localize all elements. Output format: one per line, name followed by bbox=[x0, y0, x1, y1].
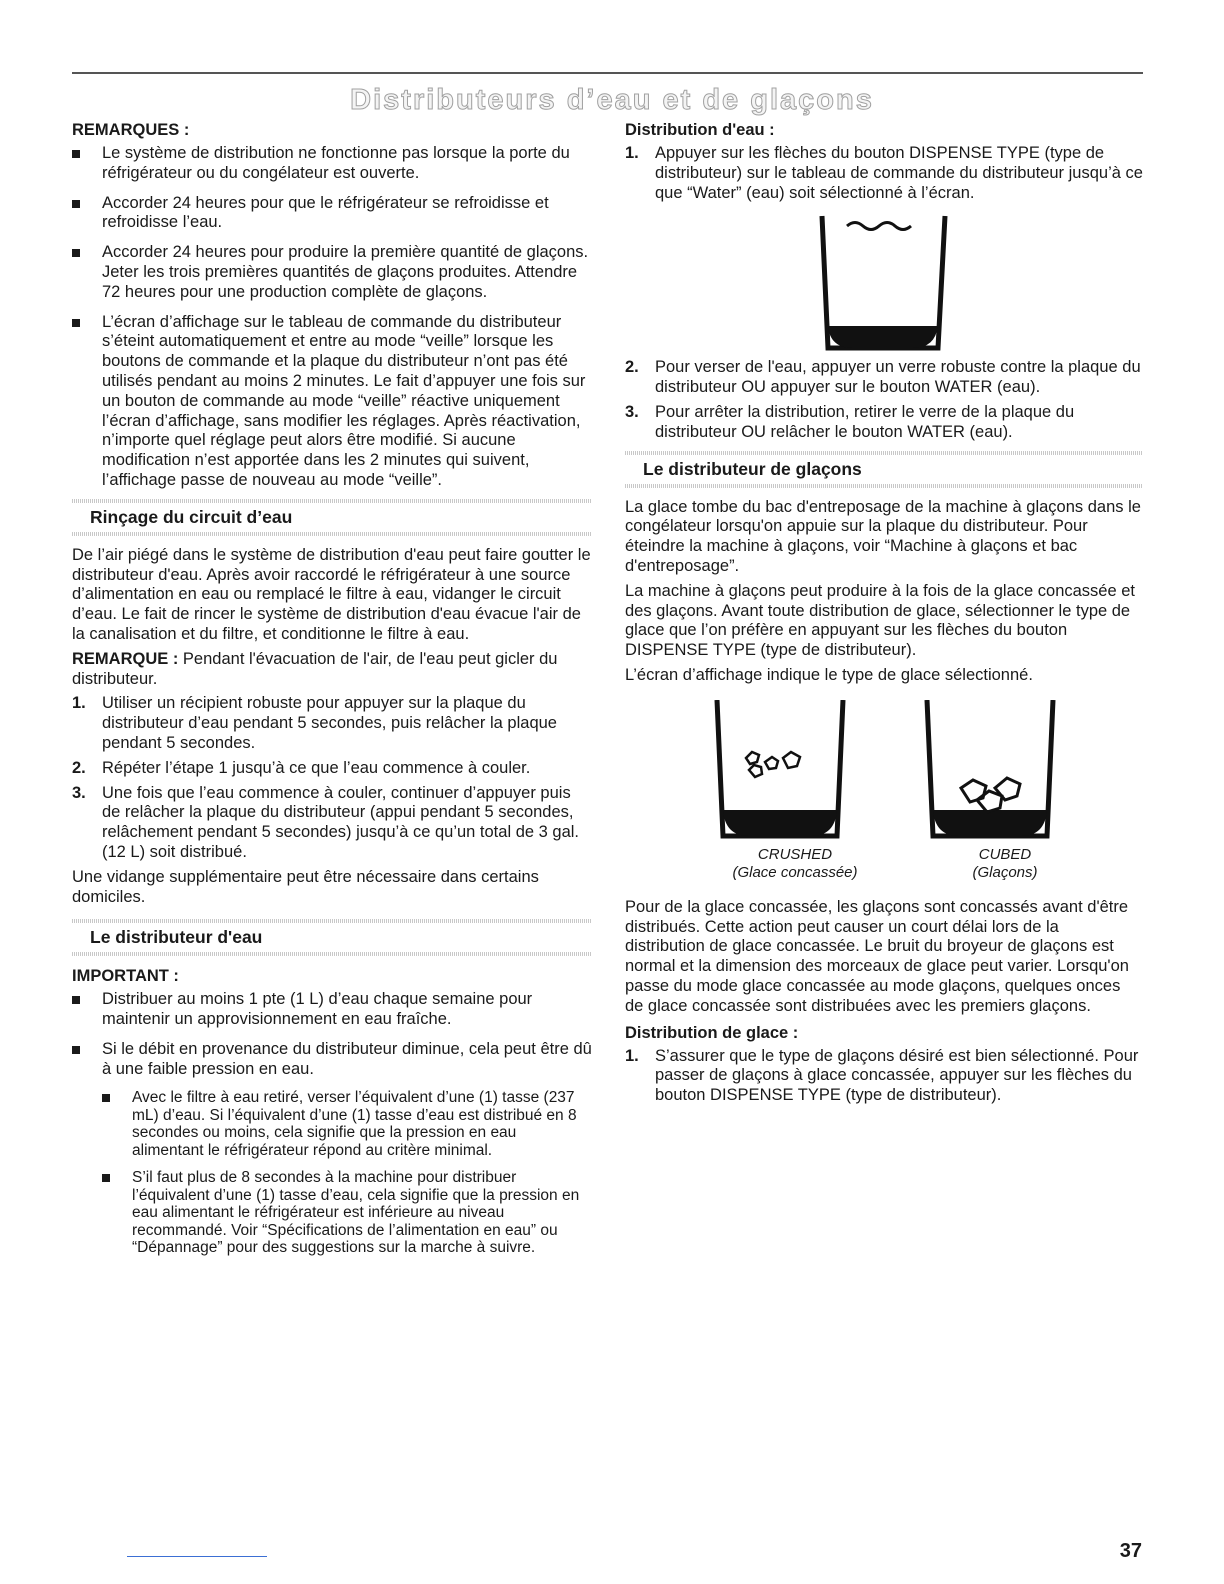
page-title: Distributeurs d’eau et de glaçons bbox=[350, 84, 874, 116]
rincage-outro: Une vidange supplémentaire peut être nécessaire dans certains domiciles. bbox=[72, 867, 539, 906]
caption-title: CUBED bbox=[978, 845, 1032, 863]
step-text: Répéter l’étape 1 jusqu’à ce que l’eau commence à couler. bbox=[102, 758, 531, 777]
figure-captions bbox=[675, 846, 1095, 882]
step-text: Appuyer sur les flèches du bouton DISPENSE TYPE (type de distributeur) sur le tableau de commande du distributeur jusqu’à ce que “Water” (eau) soit sélectionné à l’écran. bbox=[655, 144, 1143, 202]
distribution-glace-steps bbox=[625, 1047, 1143, 1106]
list-item: Avec le filtre à eau retiré, verser l’équivalent d’une (1) tasse (237 mL) d’eau. Si l’équivalent d’une (1) tasse d’eau est distribué en 8 secondes ou moins, cela signifie que la pression en eau alimentant le réfrigérateur répond au critère minimal. bbox=[102, 1089, 592, 1159]
section-heading-distributeur-eau: Le distributeur d'eau bbox=[72, 919, 592, 956]
right-column bbox=[625, 120, 1143, 1111]
note-label: REMARQUE : bbox=[72, 649, 179, 668]
caption-subtitle: (Glace concassée) bbox=[732, 863, 858, 881]
step-text: Une fois que l’eau commence à couler, continuer d’appuyer puis de relâcher la plaque du distributeur (appui pendant 5 secondes, relâchement pendant 5 secondes) jusqu’à ce qu’un total de 3 gal. (12 L) soit distribué. bbox=[102, 783, 579, 861]
caption-cubed bbox=[972, 846, 1037, 882]
section-heading-rincage: Rinçage du circuit d’eau bbox=[72, 499, 592, 536]
important-label: IMPORTANT : bbox=[72, 967, 179, 986]
list-item: L’écran d’affichage sur le tableau de commande du distributeur s’éteint automatiquement et entre au mode “veille” lorsque les boutons de commande et la plaque du distributeur n’ont pas été utilisés pendant au moins 2 minutes. Le fait d’appuyer une fois sur un bouton de commande au mode “veille” réactive uniquement l’écran d’affichage, sans modifier les réglages. Après réactivation, n’importe quel réglage peut alors être modifié. Si aucune modification n’est apportée dans les 2 minutes qui suivent, l’affichage passe de nouveau au mode “veille”. bbox=[72, 313, 592, 491]
distribution-eau-steps-a bbox=[625, 144, 1143, 203]
step-number: 1. bbox=[625, 144, 639, 162]
important-list bbox=[72, 990, 592, 1079]
step-number: 1. bbox=[625, 1046, 639, 1065]
note-text: Pendant l'évacuation de l'air, de l'eau peut gicler du distributeur. bbox=[72, 649, 558, 688]
glacons-paragraph: L’écran d’affichage indique le type de glace sélectionné. bbox=[625, 665, 1033, 684]
glacons-paragraph: La machine à glaçons peut produire à la fois de la glace concassée et des glaçons. Avant toute distribution de glace, sélectionner le type de glace que l’on préfère en appuyant sur les flèches du bouton DISPENSE TYPE (type de distributeur). bbox=[625, 581, 1135, 660]
cubed-ice-glass-icon bbox=[927, 700, 1053, 836]
rincage-steps bbox=[72, 694, 592, 862]
top-rule bbox=[72, 72, 1143, 74]
caption-crushed bbox=[732, 846, 857, 882]
step-number: 3. bbox=[72, 783, 86, 802]
water-glass-icon bbox=[822, 216, 945, 348]
caption-title: CRUSHED bbox=[757, 845, 833, 863]
water-glass-figure bbox=[625, 208, 1143, 358]
page-number: 37 bbox=[1119, 1540, 1142, 1562]
list-item: Le système de distribution ne fonctionne pas lorsque la porte du réfrigérateur ou du congélateur est ouverte. bbox=[72, 144, 592, 184]
step-number: 2. bbox=[72, 758, 86, 777]
step-text: Pour arrêter la distribution, retirer le verre de la plaque du distributeur OU relâcher le bouton WATER (eau). bbox=[655, 402, 1075, 441]
distribution-glace-label: Distribution de glace : bbox=[625, 1023, 799, 1042]
distribution-eau-steps-b bbox=[625, 358, 1143, 442]
step-item bbox=[72, 694, 592, 753]
list-item: Si le débit en provenance du distributeur diminue, cela peut être dû à une faible pression en eau. bbox=[72, 1040, 592, 1080]
step-number: 2. bbox=[625, 358, 639, 377]
step-item bbox=[625, 403, 1143, 443]
list-item: S’il faut plus de 8 secondes à la machine pour distribuer l’équivalent d’une (1) tasse d’eau, cela signifie que la pression en eau alimentant le réfrigérateur est inférieure au niveau recommandé. Voir “Spécifications de l’alimentation en eau” ou “Dépannage” pour des suggestions sur la marche à suivre. bbox=[102, 1169, 592, 1257]
step-item bbox=[72, 759, 592, 779]
caption-subtitle: (Glaçons) bbox=[972, 863, 1038, 881]
rincage-note bbox=[72, 650, 592, 690]
step-text: Pour verser de l'eau, appuyer un verre robuste contre la plaque du distributeur OU appuyer sur le bouton WATER (eau). bbox=[655, 358, 1141, 397]
pressure-sublist bbox=[72, 1089, 592, 1257]
list-item: Distribuer au moins 1 pte (1 L) d’eau chaque semaine pour maintenir un approvisionnement en eau fraîche. bbox=[72, 990, 592, 1030]
step-item bbox=[625, 1047, 1143, 1106]
step-item bbox=[625, 144, 1143, 203]
footer-line bbox=[127, 1556, 267, 1557]
step-number: 1. bbox=[72, 694, 86, 713]
ice-glasses-figure bbox=[625, 700, 1143, 848]
list-item: Accorder 24 heures pour produire la première quantité de glaçons. Jeter les trois premières quantités de glaçons produites. Attendre 72 heures pour une production complète de glaçons. bbox=[72, 243, 592, 302]
rincage-intro: De l’air piégé dans le système de distribution d'eau peut faire goutter le distributeur d'eau. Après avoir raccordé le réfrigérateur à une source d’alimentation en eau ou remplacé le filtre à eau, vidanger le circuit d’eau. Le fait de rincer le système de distribution d'eau évacue l'air de la canalisation et du filtre, et conditionne le filtre à eau. bbox=[72, 545, 591, 643]
distribution-eau-label: Distribution d'eau : bbox=[625, 121, 775, 139]
glacons-paragraph: La glace tombe du bac d'entreposage de la machine à glaçons dans le congélateur lorsqu'on appuie sur la plaque du distributeur. Pour éteindre la machine à glaçons, voir “Machine à glaçons et bac d'entreposage”. bbox=[625, 497, 1141, 575]
crushed-ice-glass-icon bbox=[717, 700, 843, 836]
glacons-after: Pour de la glace concassée, les glaçons sont concassés avant d'être distribués. Cette action peut causer un court délai lors de la distribution de glace concassée. Le bruit du broyeur de glaçons est normal et la dimension des morceaux de glace peut varier. Lorsqu'on passe du mode glace concassée au mode glaçons, quelques onces de glace concassée sont distribuées avec les premiers glaçons. bbox=[625, 897, 1129, 1015]
remarques-label: REMARQUES : bbox=[72, 121, 190, 139]
left-column bbox=[72, 120, 592, 1267]
step-text: Utiliser un récipient robuste pour appuyer sur la plaque du distributeur d’eau pendant 5 secondes, puis relâcher la plaque pendant 5 secondes. bbox=[102, 694, 557, 752]
list-item: Accorder 24 heures pour que le réfrigérateur se refroidisse et refroidisse l’eau. bbox=[72, 194, 592, 234]
step-item bbox=[72, 784, 592, 863]
step-text: S’assurer que le type de glaçons désiré est bien sélectionné. Pour passer de glaçons à glace concassée, appuyer sur les flèches du bouton DISPENSE TYPE (type de distributeur). bbox=[655, 1046, 1139, 1105]
remarques-list bbox=[72, 144, 592, 491]
step-number: 3. bbox=[625, 402, 639, 421]
section-heading-distributeur-glacons: Le distributeur de glaçons bbox=[625, 451, 1143, 488]
step-item bbox=[625, 358, 1143, 398]
